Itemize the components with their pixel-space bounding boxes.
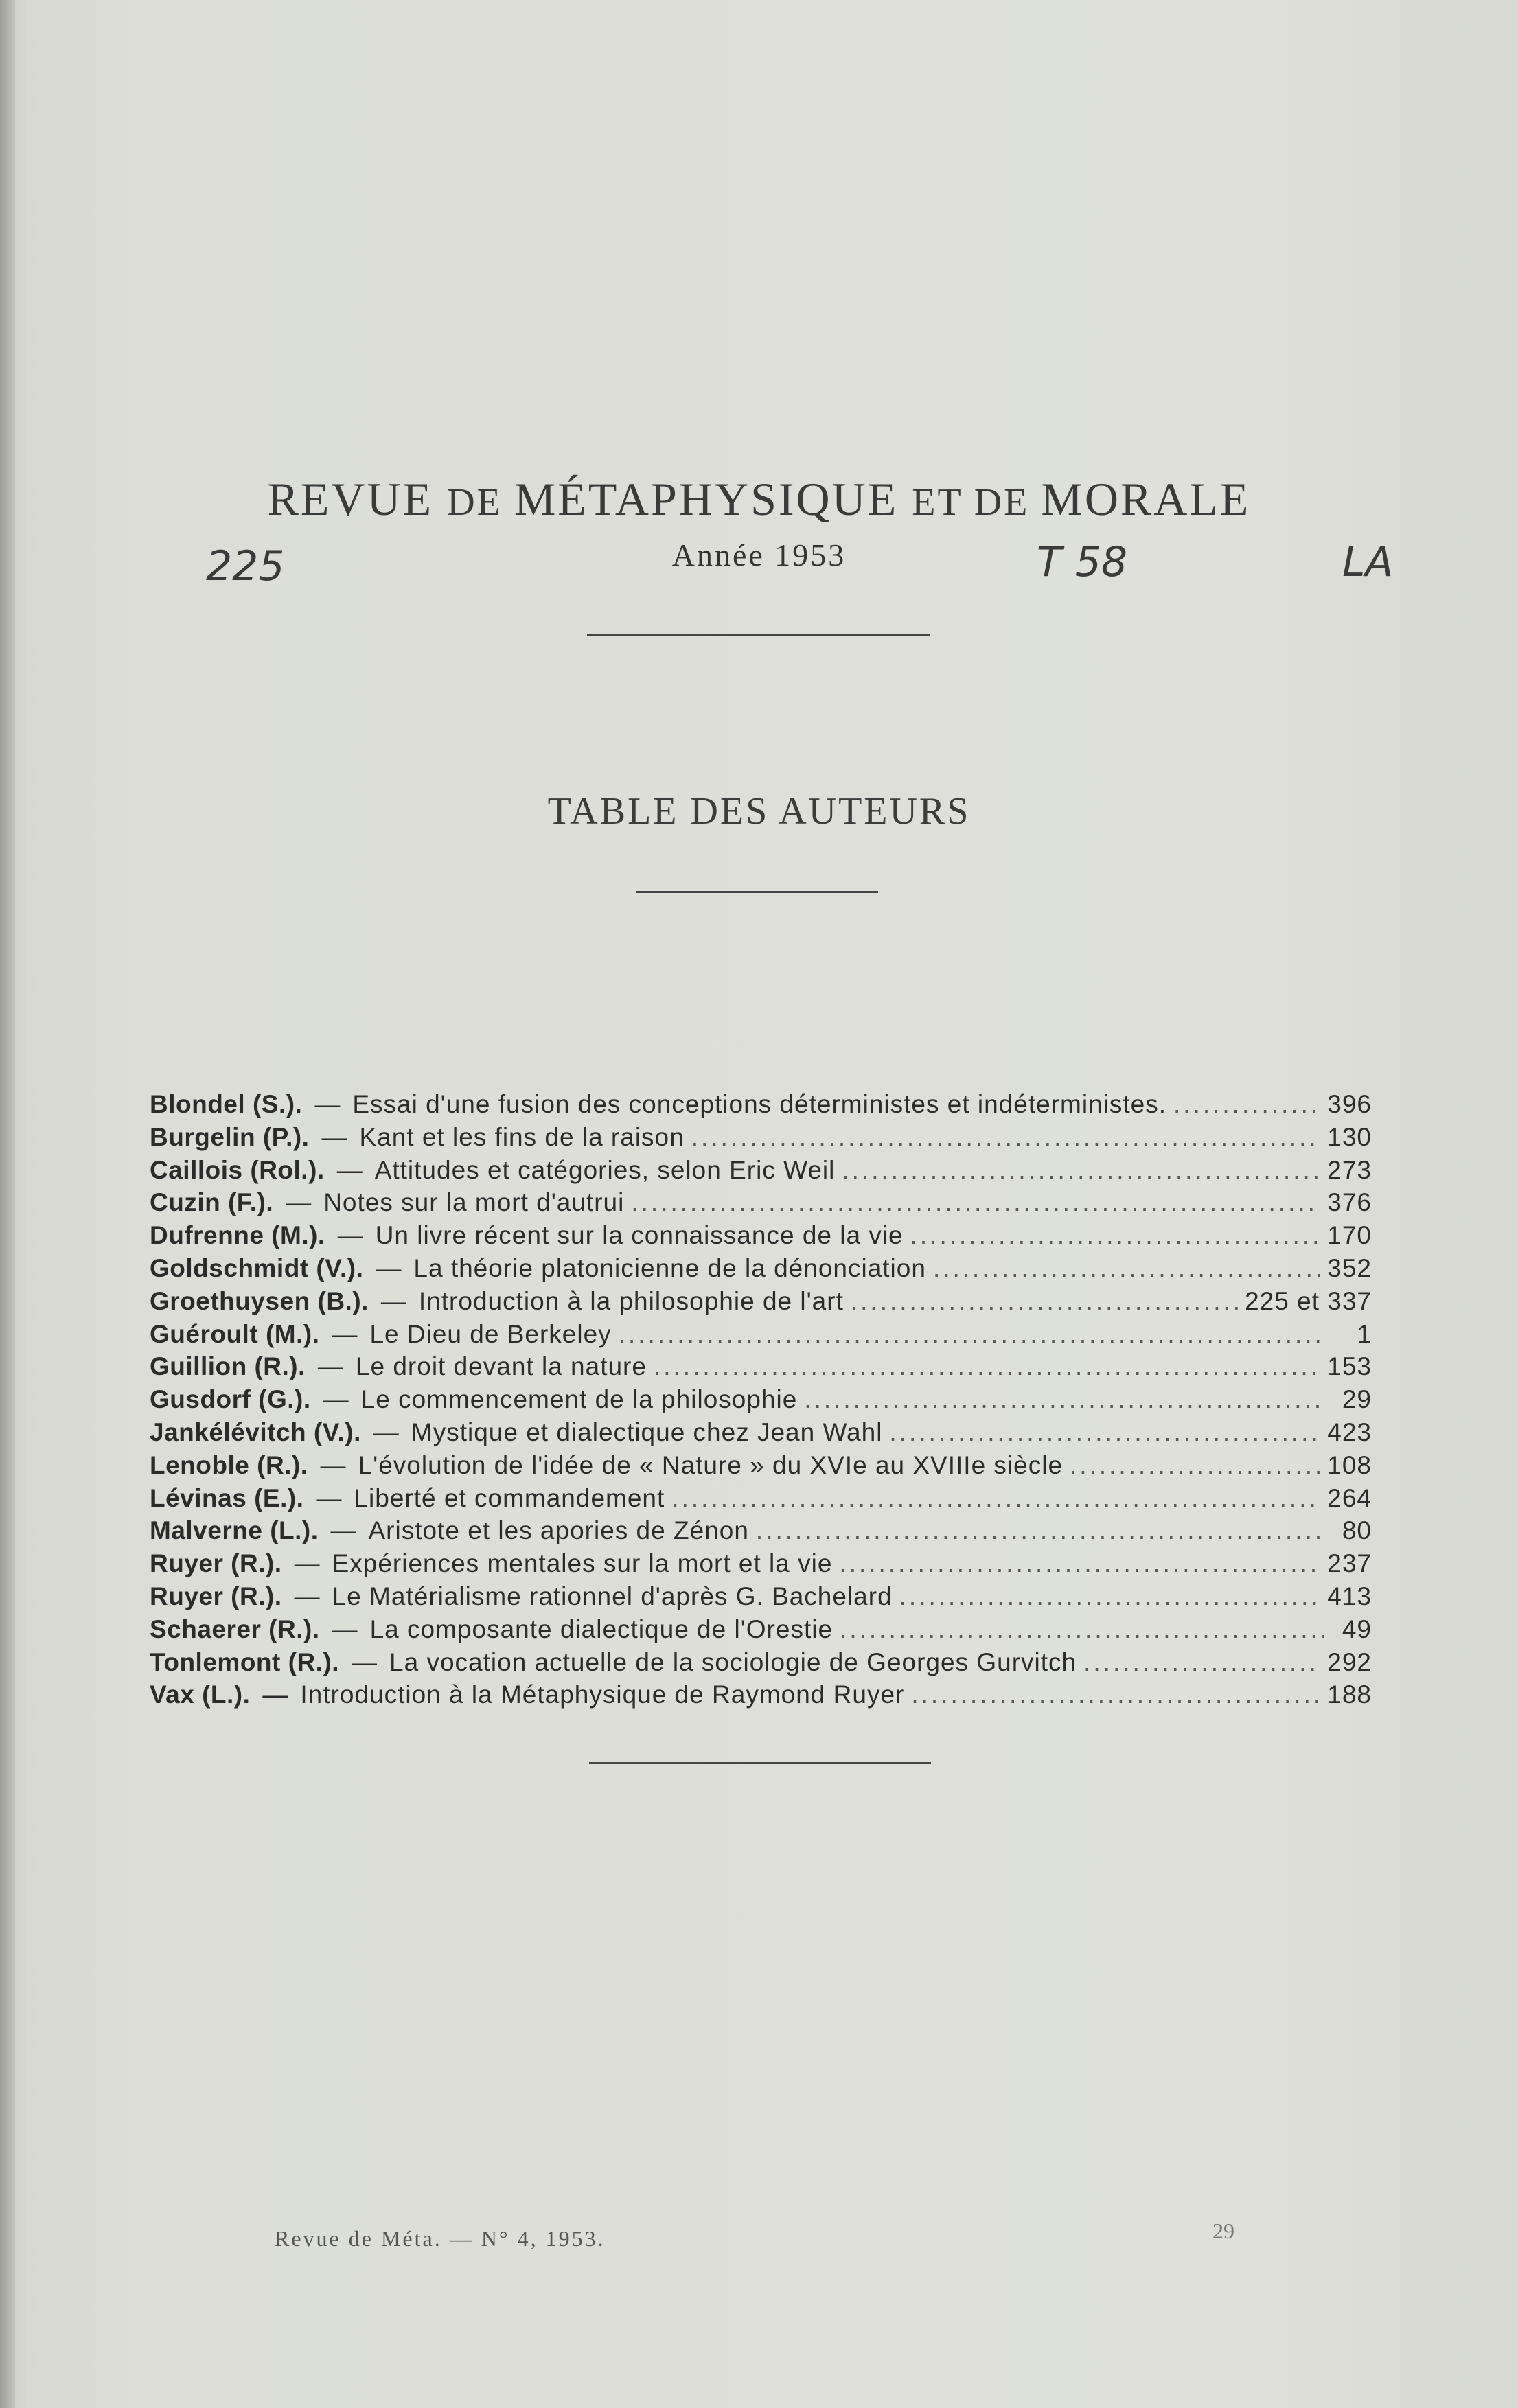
index-entry	[150, 1648, 1372, 1681]
index-entry	[150, 1320, 1372, 1353]
entry-separator: —	[323, 1385, 349, 1414]
entry-pages: 188	[1327, 1680, 1372, 1709]
entry-pages: 29	[1342, 1385, 1372, 1414]
entry-separator: —	[330, 1516, 356, 1545]
entry-pages: 1	[1357, 1319, 1372, 1348]
entry-title: L'évolution de l'idée de « Nature » du XVIe au XVIIIe siècle	[358, 1450, 1063, 1479]
entry-title: Introduction à la philosophie de l'art	[418, 1286, 844, 1315]
entry-title: Aristote et les apories de Zénon	[368, 1516, 749, 1545]
leader-dots	[619, 1320, 1324, 1349]
entry-title: Introduction à la Métaphysique de Raymond Ruyer	[300, 1680, 905, 1709]
entry-title: Attitudes et catégories, selon Eric Weil	[374, 1155, 836, 1184]
entry-pages: 292	[1327, 1647, 1372, 1676]
leader-dots	[804, 1385, 1324, 1414]
footer-page-number: 29	[1212, 2219, 1234, 2243]
entry-title: Expériences mentales sur la mort et la vie	[332, 1549, 833, 1578]
title-word-de-2: DE	[974, 481, 1042, 524]
entry-author: Gusdorf (G.).	[150, 1385, 311, 1414]
entry-author: Guillion (R.).	[150, 1352, 306, 1381]
index-entry	[150, 1188, 1372, 1221]
entry-author: Dufrenne (M.).	[150, 1221, 325, 1250]
entry-author: Vax (L.).	[150, 1680, 251, 1709]
index-entry	[150, 1516, 1372, 1549]
index-entry	[150, 1615, 1372, 1648]
entry-author: Ruyer (R.).	[150, 1549, 282, 1578]
divider-top	[587, 634, 930, 636]
entry-separator: —	[320, 1450, 346, 1479]
entry-separator: —	[337, 1221, 363, 1250]
entry-separator: —	[286, 1188, 312, 1217]
entry-separator: —	[352, 1647, 378, 1676]
leader-dots	[910, 1221, 1321, 1250]
leader-dots	[631, 1188, 1320, 1217]
index-entry	[150, 1549, 1372, 1582]
entry-title: Essai d'une fusion des conceptions déterministes et indéterministes.	[352, 1090, 1166, 1118]
entry-author: Lévinas (E.).	[150, 1483, 304, 1512]
entry-title: Liberté et commandement	[354, 1483, 665, 1512]
entry-separator: —	[380, 1286, 406, 1315]
entry-author: Caillois (Rol.).	[150, 1155, 325, 1184]
entry-separator: —	[262, 1680, 288, 1709]
entry-title: Mystique et dialectique chez Jean Wahl	[411, 1417, 883, 1446]
entry-title: Un livre récent sur la connaissance de la vie	[375, 1221, 904, 1250]
entry-separator: —	[376, 1253, 402, 1282]
entry-author: Burgelin (P.).	[150, 1122, 310, 1151]
leader-dots	[1173, 1090, 1320, 1119]
entry-title: Le commencement de la philosophie	[360, 1385, 798, 1414]
title-word-morale: MORALE	[1041, 473, 1251, 525]
leader-dots	[1070, 1451, 1320, 1480]
entry-pages: 80	[1342, 1516, 1372, 1545]
leader-dots	[889, 1418, 1320, 1447]
entry-title: La vocation actuelle de la sociologie de Georges Gurvitch	[389, 1647, 1077, 1676]
title-word-et: ET	[912, 481, 974, 524]
entry-separator: —	[316, 1483, 342, 1512]
entry-author: Groethuysen (B.).	[150, 1286, 369, 1315]
entry-author: Ruyer (R.).	[150, 1582, 282, 1610]
entry-author: Malverne (L.).	[150, 1516, 319, 1545]
entry-author: Jankélévitch (V.).	[150, 1417, 361, 1446]
divider-bottom	[589, 1762, 931, 1764]
leader-dots	[691, 1123, 1321, 1152]
index-entry	[150, 1221, 1372, 1254]
index-entry	[150, 1582, 1372, 1615]
index-entry	[150, 1451, 1372, 1484]
entry-title: La théorie platonicienne de la dénonciation	[413, 1253, 926, 1282]
entry-pages: 273	[1327, 1155, 1372, 1184]
divider-middle	[636, 891, 878, 893]
journal-title	[0, 472, 1518, 526]
entry-separator: —	[332, 1614, 358, 1643]
entry-separator: —	[314, 1090, 341, 1118]
index-entry	[150, 1090, 1372, 1123]
entry-separator: —	[373, 1417, 399, 1446]
entry-author: Schaerer (R.).	[150, 1614, 320, 1643]
leader-dots	[933, 1254, 1320, 1283]
entry-separator: —	[321, 1122, 347, 1151]
index-entry	[150, 1484, 1372, 1517]
entry-pages: 225 et 337	[1245, 1286, 1372, 1315]
author-index	[150, 1090, 1372, 1713]
entry-author: Guéroult (M.).	[150, 1319, 320, 1348]
index-entry	[150, 1156, 1372, 1189]
entry-author: Lenoble (R.).	[150, 1450, 308, 1479]
entry-pages: 352	[1327, 1253, 1372, 1282]
entry-title: Le droit devant la nature	[355, 1352, 647, 1381]
index-entry	[150, 1418, 1372, 1451]
leader-dots	[839, 1549, 1320, 1578]
entry-pages: 108	[1327, 1450, 1372, 1479]
index-entry	[150, 1123, 1372, 1156]
index-entry	[150, 1385, 1372, 1418]
section-title: TABLE DES AUTEURS	[547, 790, 971, 833]
entry-title: Le Dieu de Berkeley	[369, 1319, 612, 1348]
entry-pages: 170	[1327, 1221, 1372, 1250]
entry-separator: —	[332, 1319, 358, 1348]
leader-dots	[899, 1582, 1321, 1611]
entry-pages: 264	[1327, 1483, 1372, 1512]
footer-journal-reference: Revue de Méta. — N° 4, 1953.	[275, 2226, 606, 2251]
index-entry	[150, 1254, 1372, 1287]
entry-pages: 153	[1327, 1352, 1372, 1381]
leader-dots	[911, 1680, 1320, 1709]
index-entry	[150, 1680, 1372, 1713]
entry-separator: —	[294, 1549, 320, 1578]
leader-dots	[671, 1484, 1320, 1513]
entry-pages: 396	[1327, 1090, 1372, 1118]
index-entry	[150, 1352, 1372, 1385]
title-word-revue: REVUE	[267, 473, 448, 525]
binding-shadow	[0, 0, 15, 2408]
entry-author: Tonlemont (R.).	[150, 1647, 340, 1676]
title-word-metaphysique: MÉTAPHYSIQUE	[514, 473, 912, 525]
leader-dots	[851, 1287, 1238, 1316]
entry-author: Blondel (S.).	[150, 1090, 303, 1118]
year-label: Année 1953	[671, 537, 847, 572]
entry-title: La composante dialectique de l'Orestie	[369, 1614, 833, 1643]
leader-dots	[840, 1615, 1324, 1644]
leader-dots	[842, 1156, 1320, 1185]
entry-pages: 49	[1342, 1614, 1372, 1643]
handwritten-note-center: T 58	[1037, 538, 1128, 586]
entry-title: Notes sur la mort d'autrui	[323, 1188, 625, 1217]
entry-separator: —	[317, 1352, 343, 1381]
entry-pages: 376	[1327, 1188, 1372, 1217]
leader-dots	[756, 1516, 1324, 1545]
title-word-de: DE	[447, 481, 514, 524]
leader-dots	[654, 1352, 1320, 1381]
leader-dots	[1083, 1648, 1320, 1677]
entry-pages: 413	[1327, 1582, 1372, 1610]
entry-title: Kant et les fins de la raison	[359, 1122, 685, 1151]
handwritten-note-left: 225	[206, 542, 285, 590]
handwritten-note-right: LA	[1342, 538, 1394, 586]
entry-separator: —	[294, 1582, 320, 1610]
entry-pages: 423	[1327, 1417, 1372, 1446]
entry-author: Goldschmidt (V.).	[150, 1253, 364, 1282]
entry-author: Cuzin (F.).	[150, 1188, 274, 1217]
entry-title: Le Matérialisme rationnel d'après G. Bachelard	[332, 1582, 893, 1610]
entry-separator: —	[336, 1155, 363, 1184]
entry-pages: 130	[1327, 1122, 1372, 1151]
index-entry	[150, 1287, 1372, 1320]
entry-pages: 237	[1327, 1549, 1372, 1578]
